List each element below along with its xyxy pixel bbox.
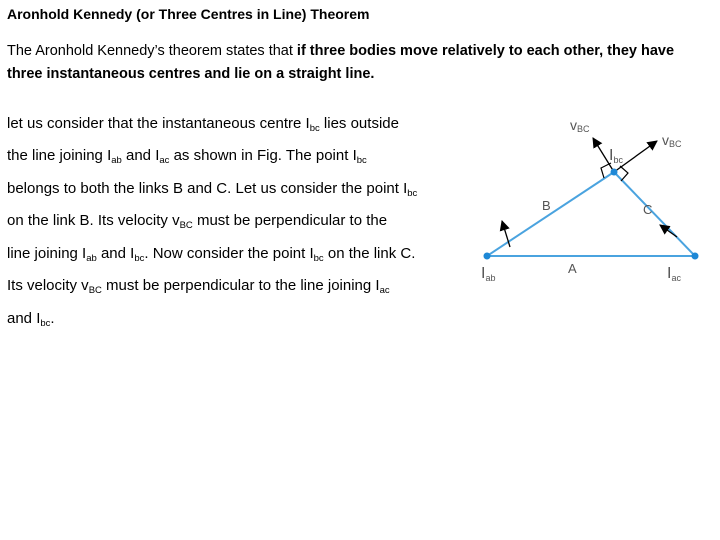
text-run: must be perpendicular to the line joining I bbox=[101, 277, 380, 294]
page-title: Aronhold Kennedy (or Three Centres in Line) Theorem bbox=[7, 6, 370, 22]
statement-bold: if three bodies move relatively to each other, they have three instantaneous centres and lie on a straight line. bbox=[7, 43, 675, 82]
body-line bbox=[7, 245, 415, 262]
statement-lead: The Aronhold Kennedy’s theorem states that bbox=[7, 43, 297, 59]
point-iac bbox=[692, 253, 699, 260]
text-run: on the link B. Its velocity v bbox=[7, 212, 180, 229]
link-c-line bbox=[614, 172, 695, 256]
subscript: ac bbox=[159, 155, 170, 166]
label-vbc-right: vBC bbox=[662, 132, 682, 149]
label-link-a: A bbox=[568, 261, 577, 276]
text-run: . Now consider the point I bbox=[144, 245, 314, 262]
text-run: line joining I bbox=[7, 245, 87, 262]
body-line bbox=[7, 115, 399, 132]
point-ibc bbox=[611, 169, 618, 176]
text-run: lies outside bbox=[319, 115, 399, 132]
subscript: ac bbox=[379, 285, 390, 296]
subscript: bc bbox=[407, 188, 418, 199]
body-line bbox=[7, 310, 55, 327]
text-run: and I bbox=[121, 147, 160, 164]
subscript: bc bbox=[40, 318, 51, 329]
text-run: let us consider that the instantaneous centre I bbox=[7, 115, 310, 132]
subscript: bc bbox=[356, 155, 367, 166]
body-line bbox=[7, 277, 390, 294]
point-iab bbox=[484, 253, 491, 260]
subscript: ab bbox=[111, 155, 122, 166]
subscript: bc bbox=[313, 253, 324, 264]
text-run: the line joining I bbox=[7, 147, 112, 164]
link-c-rotation-arrow bbox=[660, 225, 677, 237]
label-iac: Iac bbox=[667, 265, 681, 283]
label-iab: Iab bbox=[481, 265, 496, 283]
body-line bbox=[7, 147, 367, 164]
label-ibc: Ibc bbox=[609, 147, 623, 165]
text-run: belongs to both the links B and C. Let us consider the point I bbox=[7, 180, 408, 197]
link-b-line bbox=[487, 172, 614, 256]
body-line bbox=[7, 180, 417, 197]
text-run: as shown in Fig. The point I bbox=[169, 147, 357, 164]
label-vbc-left: vBC bbox=[570, 117, 590, 134]
text-run: Its velocity v bbox=[7, 277, 89, 294]
text-run: and I bbox=[7, 310, 41, 327]
subscript: ab bbox=[86, 253, 97, 264]
text-run: on the link C. bbox=[323, 245, 416, 262]
label-link-c: C bbox=[643, 202, 653, 217]
body-line bbox=[7, 212, 387, 229]
kennedy-diagram bbox=[470, 110, 700, 285]
text-run: must be perpendicular to the bbox=[192, 212, 388, 229]
label-link-b: B bbox=[542, 198, 551, 213]
text-run: and I bbox=[96, 245, 135, 262]
subscript: BC bbox=[179, 220, 193, 231]
text-run: . bbox=[50, 310, 55, 327]
theorem-statement bbox=[7, 40, 707, 86]
subscript: BC bbox=[88, 285, 102, 296]
subscript: bc bbox=[134, 253, 145, 264]
subscript: bc bbox=[309, 123, 320, 134]
